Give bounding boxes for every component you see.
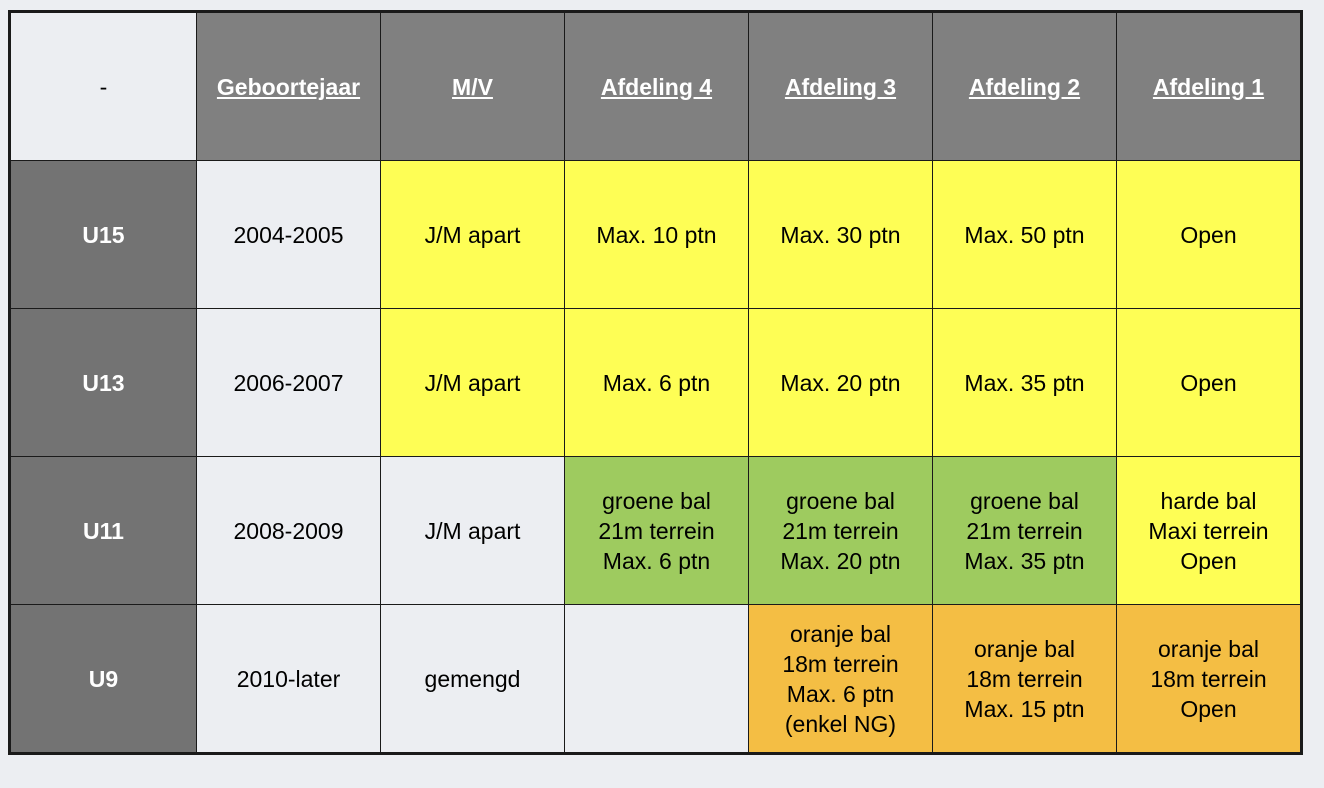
cell-line: Max. 6 ptn bbox=[602, 369, 711, 396]
cell-line: Max. 20 ptn bbox=[780, 369, 901, 396]
cell-afdeling-2 bbox=[933, 457, 1117, 605]
cell-line: 21m terrein bbox=[966, 517, 1083, 544]
cell-afdeling-1 bbox=[1117, 605, 1302, 754]
cell-line: Max. 10 ptn bbox=[596, 221, 717, 248]
col-header-afdeling-3: Afdeling 3 bbox=[749, 12, 933, 161]
cell-line: Max. 35 ptn bbox=[964, 547, 1085, 574]
cell-geboortejaar: 2010-later bbox=[197, 605, 381, 754]
cell-line: groene bal bbox=[602, 487, 711, 514]
cell-line: 21m terrein bbox=[782, 517, 899, 544]
cell-mv: J/M apart bbox=[381, 309, 565, 457]
cell-line: Max. 6 ptn bbox=[602, 547, 711, 574]
header-row bbox=[10, 12, 1302, 161]
cell-afdeling-1 bbox=[1117, 161, 1302, 309]
cell-afdeling-2 bbox=[933, 605, 1117, 754]
table-row-u9 bbox=[10, 605, 1302, 754]
row-header-category: U15 bbox=[10, 161, 197, 309]
cell-afdeling-1 bbox=[1117, 309, 1302, 457]
cell-line: (enkel NG) bbox=[784, 710, 897, 737]
cell-afdeling-4 bbox=[565, 457, 749, 605]
cell-mv: gemengd bbox=[381, 605, 565, 754]
cell-afdeling-4 bbox=[565, 161, 749, 309]
cell-line: Open bbox=[1180, 369, 1237, 396]
row-header-category: U13 bbox=[10, 309, 197, 457]
cell-afdeling-4-empty bbox=[565, 605, 749, 754]
corner-cell: - bbox=[10, 12, 197, 161]
col-header-mv: M/V bbox=[381, 12, 565, 161]
cell-line: groene bal bbox=[786, 487, 895, 514]
table-row-u11 bbox=[10, 457, 1302, 605]
cell-line: groene bal bbox=[970, 487, 1079, 514]
cell-line: 18m terrein bbox=[966, 665, 1083, 692]
cell-afdeling-3 bbox=[749, 605, 933, 754]
cell-line: Max. 35 ptn bbox=[964, 369, 1085, 396]
cell-line: Open bbox=[1180, 221, 1237, 248]
cell-afdeling-3 bbox=[749, 161, 933, 309]
cell-line: oranje bal bbox=[789, 620, 892, 647]
cell-afdeling-4 bbox=[565, 309, 749, 457]
row-header-category: U9 bbox=[10, 605, 197, 754]
col-header-afdeling-2: Afdeling 2 bbox=[933, 12, 1117, 161]
cell-afdeling-3 bbox=[749, 309, 933, 457]
cell-line: Maxi terrein bbox=[1148, 517, 1269, 544]
cell-line: Max. 50 ptn bbox=[964, 221, 1085, 248]
col-header-afdeling-1: Afdeling 1 bbox=[1117, 12, 1302, 161]
cell-afdeling-1 bbox=[1117, 457, 1302, 605]
col-header-afdeling-4: Afdeling 4 bbox=[565, 12, 749, 161]
table-row-u15 bbox=[10, 161, 1302, 309]
cell-geboortejaar: 2008-2009 bbox=[197, 457, 381, 605]
cell-afdeling-3 bbox=[749, 457, 933, 605]
cell-mv: J/M apart bbox=[381, 161, 565, 309]
row-header-category: U11 bbox=[10, 457, 197, 605]
cell-geboortejaar: 2006-2007 bbox=[197, 309, 381, 457]
cell-afdeling-2 bbox=[933, 309, 1117, 457]
cell-line: Open bbox=[1180, 695, 1237, 722]
cell-afdeling-2 bbox=[933, 161, 1117, 309]
col-header-geboortejaar: Geboortejaar bbox=[197, 12, 381, 161]
table-row-u13 bbox=[10, 309, 1302, 457]
cell-line: oranje bal bbox=[1157, 635, 1260, 662]
cell-line: Open bbox=[1180, 547, 1237, 574]
division-table bbox=[8, 10, 1303, 755]
cell-geboortejaar: 2004-2005 bbox=[197, 161, 381, 309]
cell-line: Max. 20 ptn bbox=[780, 547, 901, 574]
cell-line: Max. 6 ptn bbox=[786, 680, 895, 707]
cell-line: 18m terrein bbox=[782, 650, 899, 677]
cell-line: oranje bal bbox=[973, 635, 1076, 662]
cell-line: Max. 30 ptn bbox=[780, 221, 901, 248]
cell-line: 21m terrein bbox=[598, 517, 715, 544]
cell-line: 18m terrein bbox=[1150, 665, 1267, 692]
cell-line: harde bal bbox=[1160, 487, 1257, 514]
cell-mv: J/M apart bbox=[381, 457, 565, 605]
cell-line: Max. 15 ptn bbox=[964, 695, 1085, 722]
